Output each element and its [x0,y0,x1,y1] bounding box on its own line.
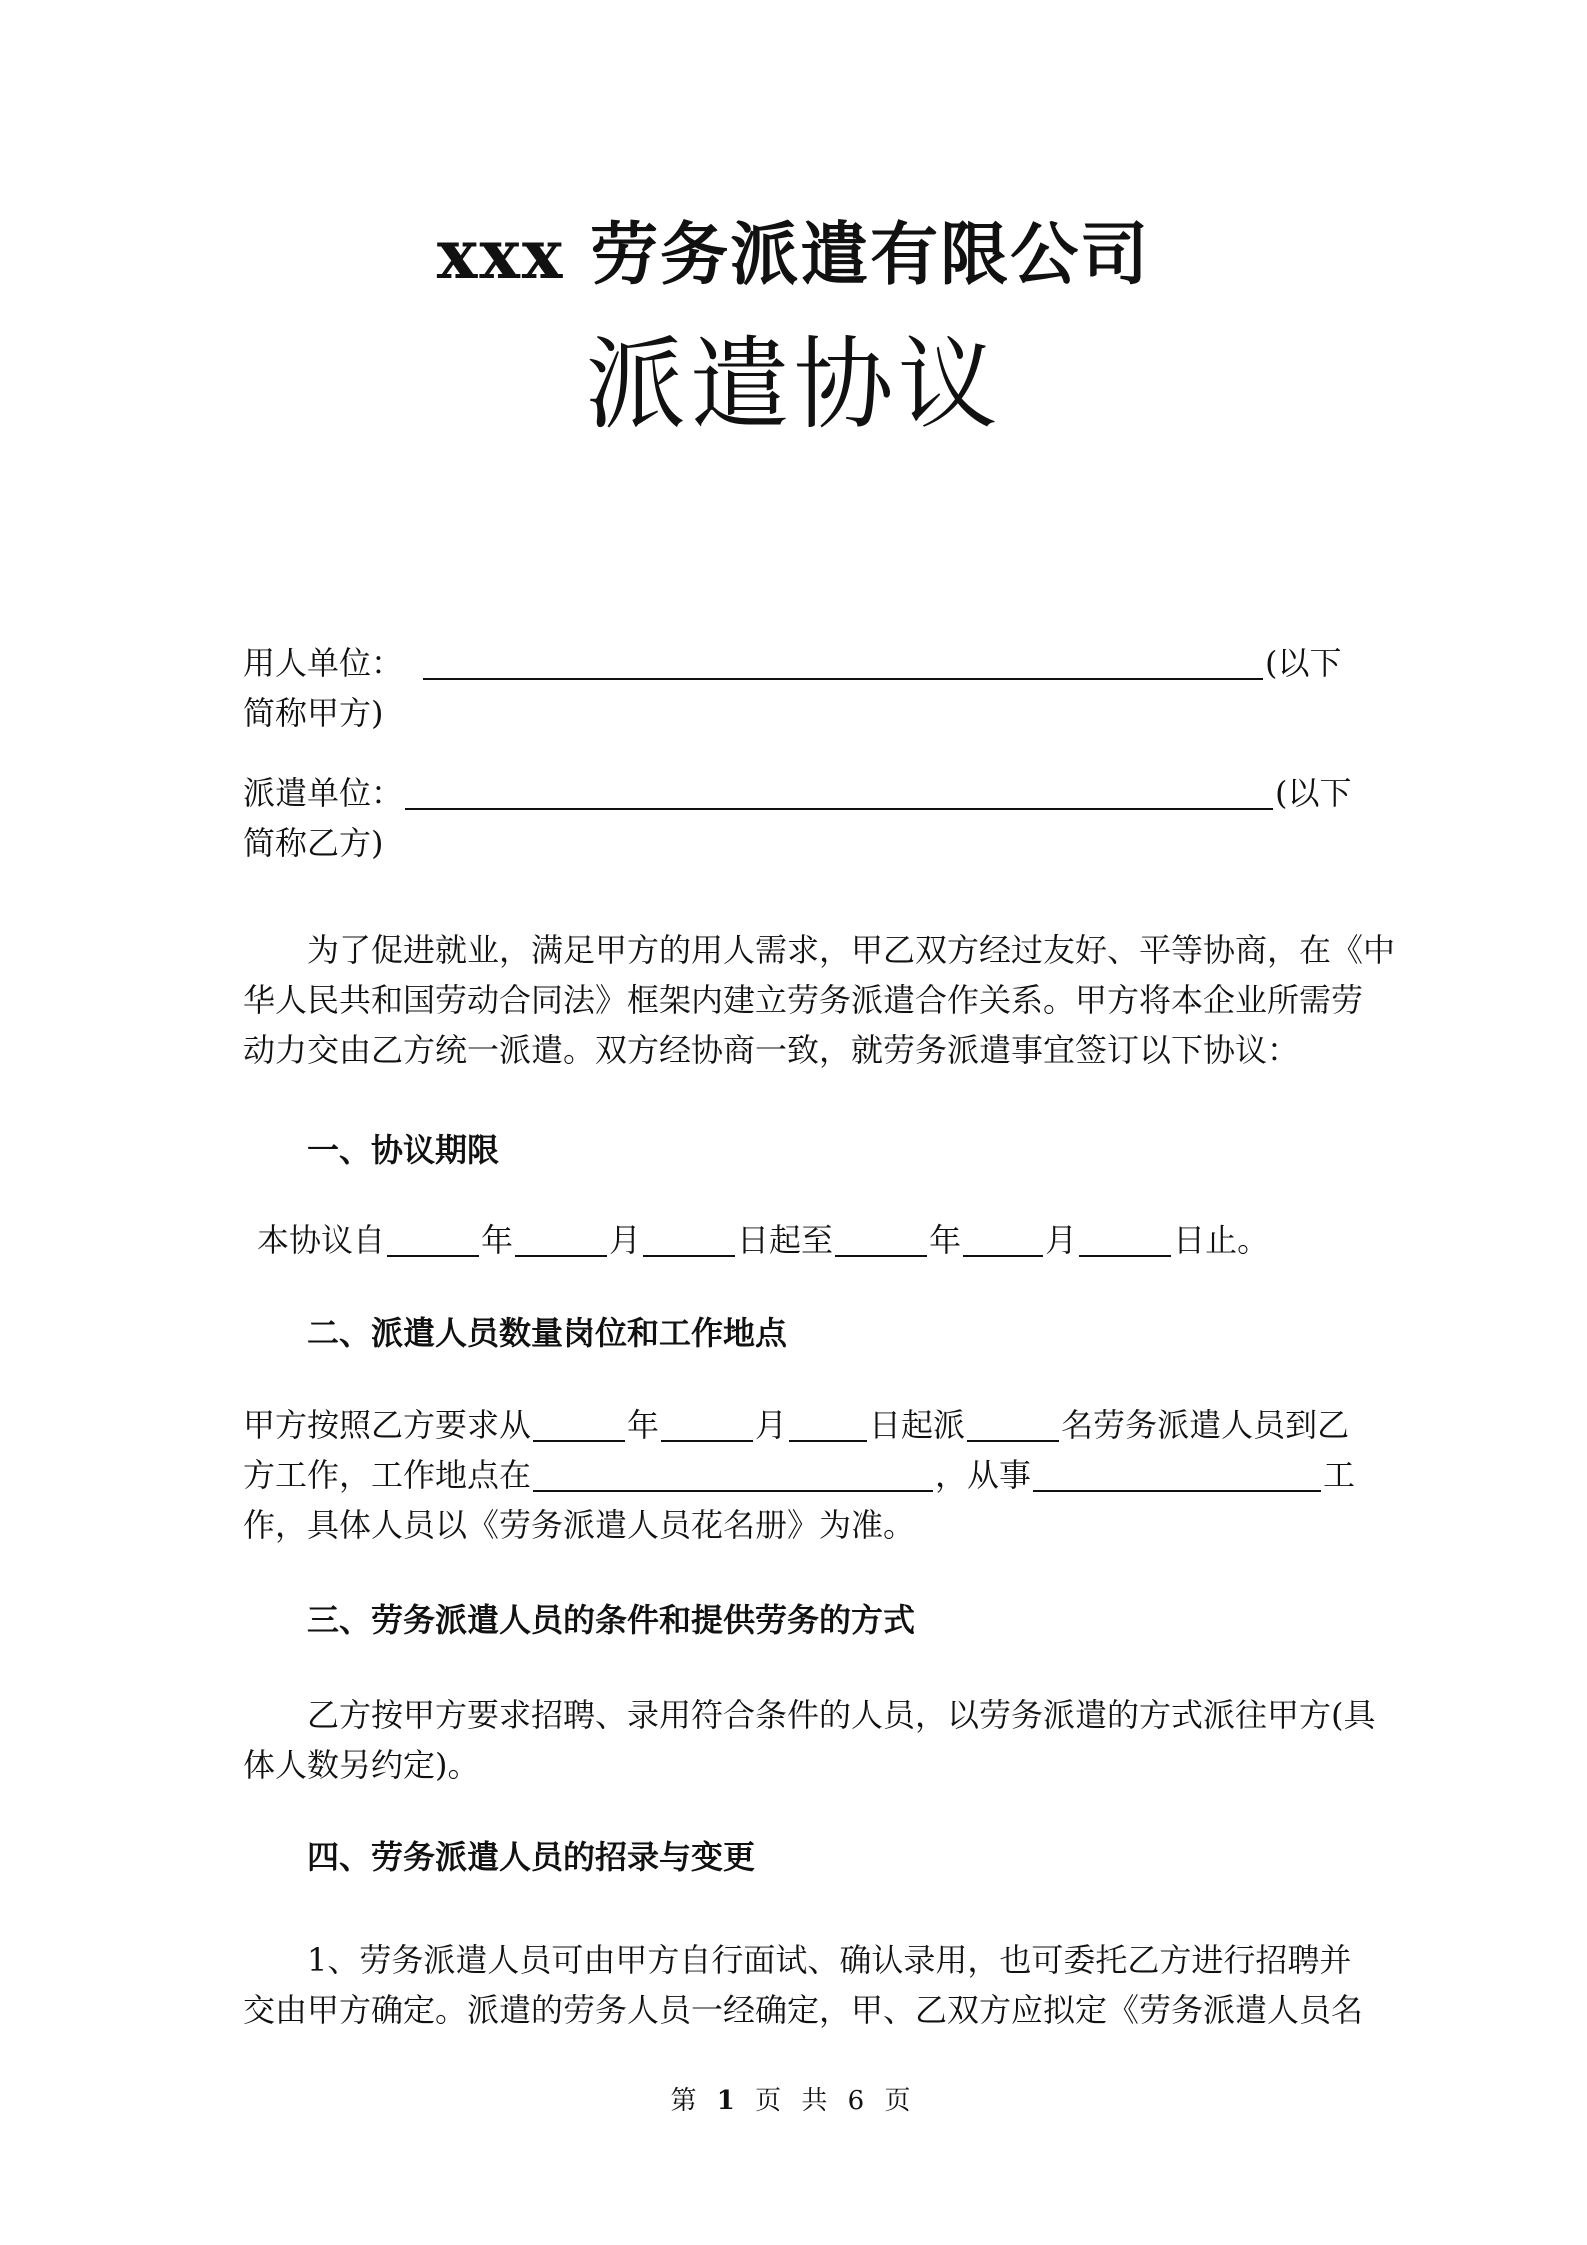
term-text-4: 日起至 [737,1221,834,1259]
term-text-1: 本协议自 [257,1221,386,1259]
term-text-2: 年 [481,1221,514,1259]
s2-text-8: 工 [1323,1456,1356,1494]
s2-text-7: ，从事 [935,1456,1032,1494]
term-end-day-blank [1079,1221,1171,1257]
employer-line [243,638,1355,688]
s2-text-5: 名劳务派遣人员到乙 [1061,1406,1350,1444]
term-text-3: 月 [609,1221,642,1259]
section-4 [243,1832,1355,1882]
footer-prefix: 第 [670,2086,703,2116]
s2-text-4: 日起派 [869,1406,966,1444]
s2-count-blank [967,1406,1059,1442]
footer-middle: 页 共 [755,2086,834,2116]
term-end-year-blank [835,1221,927,1257]
term-row [257,1215,1369,1265]
section-4-line-1: 1、劳务派遣人员可由甲方自行面试、确认录用，也可委托乙方进行招聘并 [307,1941,1352,1979]
section-2-line-2 [243,1450,1355,1500]
term-line [243,1215,1369,1265]
term-text-6: 月 [1045,1221,1078,1259]
employer-suffix: (以下 [1265,644,1342,682]
term-start-month-blank [515,1221,607,1257]
employer-blank [423,644,1263,680]
dispatcher-line [243,768,1355,818]
term-text-7: 日止。 [1173,1221,1270,1259]
dispatcher-block [243,768,1355,868]
section-1 [243,1125,1355,1175]
term-end-month-blank [963,1221,1043,1257]
intro-line-1: 为了促进就业，满足甲方的用人需求，甲乙双方经过友好、平等协商，在《中 [307,931,1396,969]
page-number: 1 [716,2086,741,2116]
dispatcher-blank [405,774,1273,810]
section-4-heading: 四、劳务派遣人员的招录与变更 [307,1838,756,1876]
section-2-line-3: 作，具体人员以《劳务派遣人员花名册》为准。 [243,1506,916,1544]
term-text-5: 年 [929,1221,962,1259]
s2-job-blank [1033,1456,1321,1492]
section-4-body [243,1935,1364,2035]
company-title: xxx 劳务派遣有限公司 [436,215,1151,295]
section-2 [243,1308,1355,1358]
page-footer [0,2080,1587,2117]
s2-text-3: 月 [755,1406,788,1444]
s2-text-1: 甲方按照乙方要求从 [243,1406,532,1444]
s2-text-2: 年 [627,1406,660,1444]
term-start-year-blank [387,1221,479,1257]
section-3-body [243,1690,1376,1790]
section-2-line-1 [243,1400,1355,1450]
s2-location-blank [533,1456,933,1492]
s2-year-blank [533,1406,625,1442]
section-2-heading: 二、派遣人员数量岗位和工作地点 [307,1314,788,1352]
intro-line-2: 华人民共和国劳动合同法》框架内建立劳务派遣合作关系。甲方将本企业所需劳 [243,981,1364,1019]
dispatcher-label: 派遣单位： [243,774,404,812]
s2-day-blank [789,1406,867,1442]
employer-continuation: 简称甲方) [243,694,384,732]
section-1-heading: 一、协议期限 [307,1131,500,1169]
parties-block [243,638,1355,738]
footer-suffix: 页 [884,2086,917,2116]
s2-text-6: 方工作，工作地点在 [243,1456,532,1494]
document-title: 派遣协议 [585,326,1002,443]
employer-label: 用人单位： [243,644,404,682]
section-3-heading: 三、劳务派遣人员的条件和提供劳务的方式 [307,1601,916,1639]
dispatcher-suffix: (以下 [1275,774,1352,812]
section-3-line-2: 体人数另约定)。 [243,1746,480,1784]
dispatcher-continuation: 简称乙方) [243,824,384,862]
section-2-body [243,1400,1355,1550]
section-3-line-1: 乙方按甲方要求招聘、录用符合条件的人员，以劳务派遣的方式派往甲方(具 [307,1696,1376,1734]
intro-line-3: 动力交由乙方统一派遣。双方经协商一致，就劳务派遣事宜签订以下协议： [243,1031,1300,1069]
s2-month-blank [661,1406,753,1442]
intro-paragraph [243,925,1396,1075]
section-4-line-2: 交由甲方确定。派遣的劳务人员一经确定，甲、乙双方应拟定《劳务派遣人员名 [243,1991,1364,2029]
total-pages: 6 [847,2086,871,2116]
section-3 [243,1595,1355,1645]
term-start-day-blank [643,1221,735,1257]
